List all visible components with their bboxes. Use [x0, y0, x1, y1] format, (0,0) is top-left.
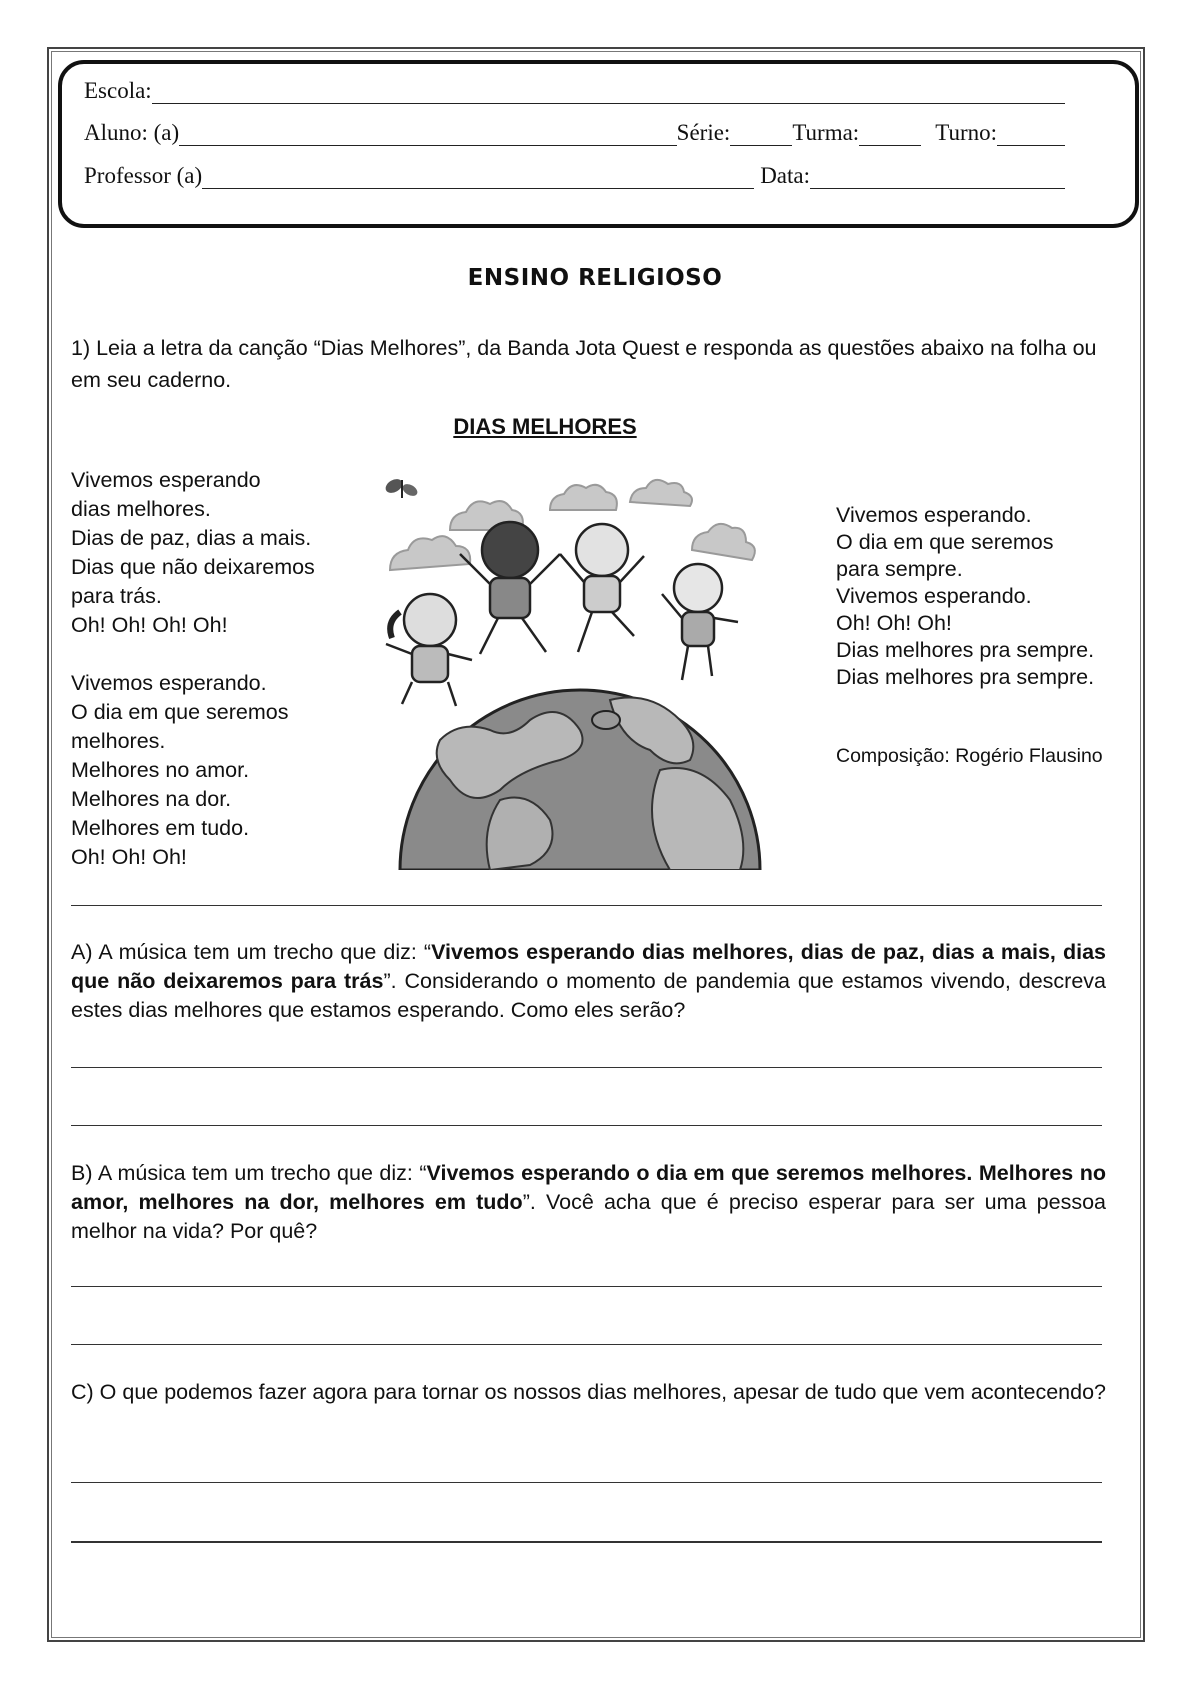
- separator-line: [71, 905, 1102, 906]
- school-row: [84, 78, 1065, 104]
- lyric-line: Melhores em tudo.: [71, 816, 250, 840]
- student-row: [84, 120, 1065, 146]
- date-field[interactable]: [810, 168, 1065, 189]
- teacher-row: [84, 163, 1065, 189]
- lyric-line: O dia em que seremos: [71, 700, 289, 724]
- lyric-line: melhores.: [71, 729, 166, 753]
- student-field[interactable]: [179, 125, 676, 146]
- lyric-line: Dias de paz, dias a mais.: [71, 526, 312, 550]
- grade-label: Série:: [676, 120, 731, 145]
- school-field[interactable]: [152, 83, 1065, 104]
- date-label: Data:: [760, 163, 810, 188]
- child-boy-center: [460, 522, 560, 654]
- question-b: [71, 1159, 1106, 1246]
- lyrics-right: [836, 502, 1094, 691]
- class-field[interactable]: [859, 125, 921, 146]
- lyric-line: Oh! Oh! Oh!: [71, 845, 187, 869]
- lyric-line: Vivemos esperando.: [836, 584, 1032, 608]
- children-globe-illustration: [380, 470, 780, 870]
- lyric-line: Melhores no amor.: [71, 758, 250, 782]
- question-b-prefix: B) A música tem um trecho que diz: “: [71, 1161, 427, 1185]
- globe: [400, 690, 760, 870]
- question-c: C) O que podemos fazer agora para tornar os nossos dias melhores, apesar de tudo que vem acontecendo?: [71, 1380, 1107, 1404]
- answer-line[interactable]: [71, 1541, 1102, 1543]
- answer-line[interactable]: [71, 1067, 1102, 1068]
- lyric-line: Vivemos esperando: [71, 468, 261, 492]
- lyric-line: Dias melhores pra sempre.: [836, 665, 1095, 689]
- question-a: [71, 938, 1106, 1025]
- lyric-line: Oh! Oh! Oh!: [836, 611, 952, 635]
- grade-field[interactable]: [730, 125, 792, 146]
- lyric-line: Dias que não deixaremos: [71, 555, 315, 579]
- answer-line[interactable]: [71, 1125, 1102, 1126]
- lyric-line: para sempre.: [836, 557, 963, 581]
- student-info-box: [58, 60, 1139, 228]
- answer-line[interactable]: [71, 1344, 1102, 1345]
- question-b-suffix: ”. Você acha que é preciso esperar para ser uma pessoa melhor na vida? Por quê?: [71, 1190, 1106, 1243]
- lyric-line: Oh! Oh! Oh! Oh!: [71, 613, 228, 637]
- child-girl-left: [386, 594, 472, 706]
- question-a-suffix: ”. Considerando o momento de pandemia que estamos vivendo, descreva estes dias melhores que estamos esperando. Como eles serão?: [71, 969, 1106, 1022]
- answer-line[interactable]: [71, 1482, 1102, 1483]
- lyric-line: dias melhores.: [71, 497, 211, 521]
- child-girl-center: [560, 524, 644, 652]
- lyric-line: Vivemos esperando.: [71, 671, 267, 695]
- teacher-field[interactable]: [202, 168, 754, 189]
- class-label: Turma:: [792, 120, 860, 145]
- lyric-line: Vivemos esperando.: [836, 503, 1032, 527]
- question-b-quote: Vivemos esperando o dia em que seremos melhores. Melhores no amor, melhores na dor, melhores em tudo: [71, 1161, 1107, 1214]
- intro-instruction: 1) Leia a letra da canção “Dias Melhores”, da Banda Jota Quest e responda as questões abaixo na folha ou em seu caderno.: [71, 336, 1097, 392]
- shift-field[interactable]: [997, 125, 1065, 146]
- lyric-line: O dia em que seremos: [836, 530, 1054, 554]
- question-a-quote: Vivemos esperando dias melhores, dias de paz, dias a mais, dias que não deixaremos para trás: [71, 940, 1106, 993]
- student-label: Aluno: (a): [84, 120, 180, 145]
- song-title: DIAS MELHORES: [453, 414, 637, 439]
- lyric-line: Dias melhores pra sempre.: [836, 638, 1095, 662]
- answer-line[interactable]: [71, 1286, 1102, 1287]
- page-title: ENSINO RELIGIOSO: [467, 265, 723, 291]
- lyric-line: para trás.: [71, 584, 162, 608]
- clouds: [390, 480, 755, 570]
- butterfly-icon: [383, 476, 419, 498]
- question-a-prefix: A) A música tem um trecho que diz: “: [71, 940, 432, 964]
- school-label: Escola:: [84, 78, 152, 103]
- lyrics-left: [71, 466, 315, 872]
- child-boy-right: [662, 564, 738, 680]
- teacher-label: Professor (a): [84, 163, 203, 188]
- lyric-line: Melhores na dor.: [71, 787, 232, 811]
- composer-credit: Composição: Rogério Flausino: [836, 745, 1103, 767]
- shift-label: Turno:: [935, 120, 997, 145]
